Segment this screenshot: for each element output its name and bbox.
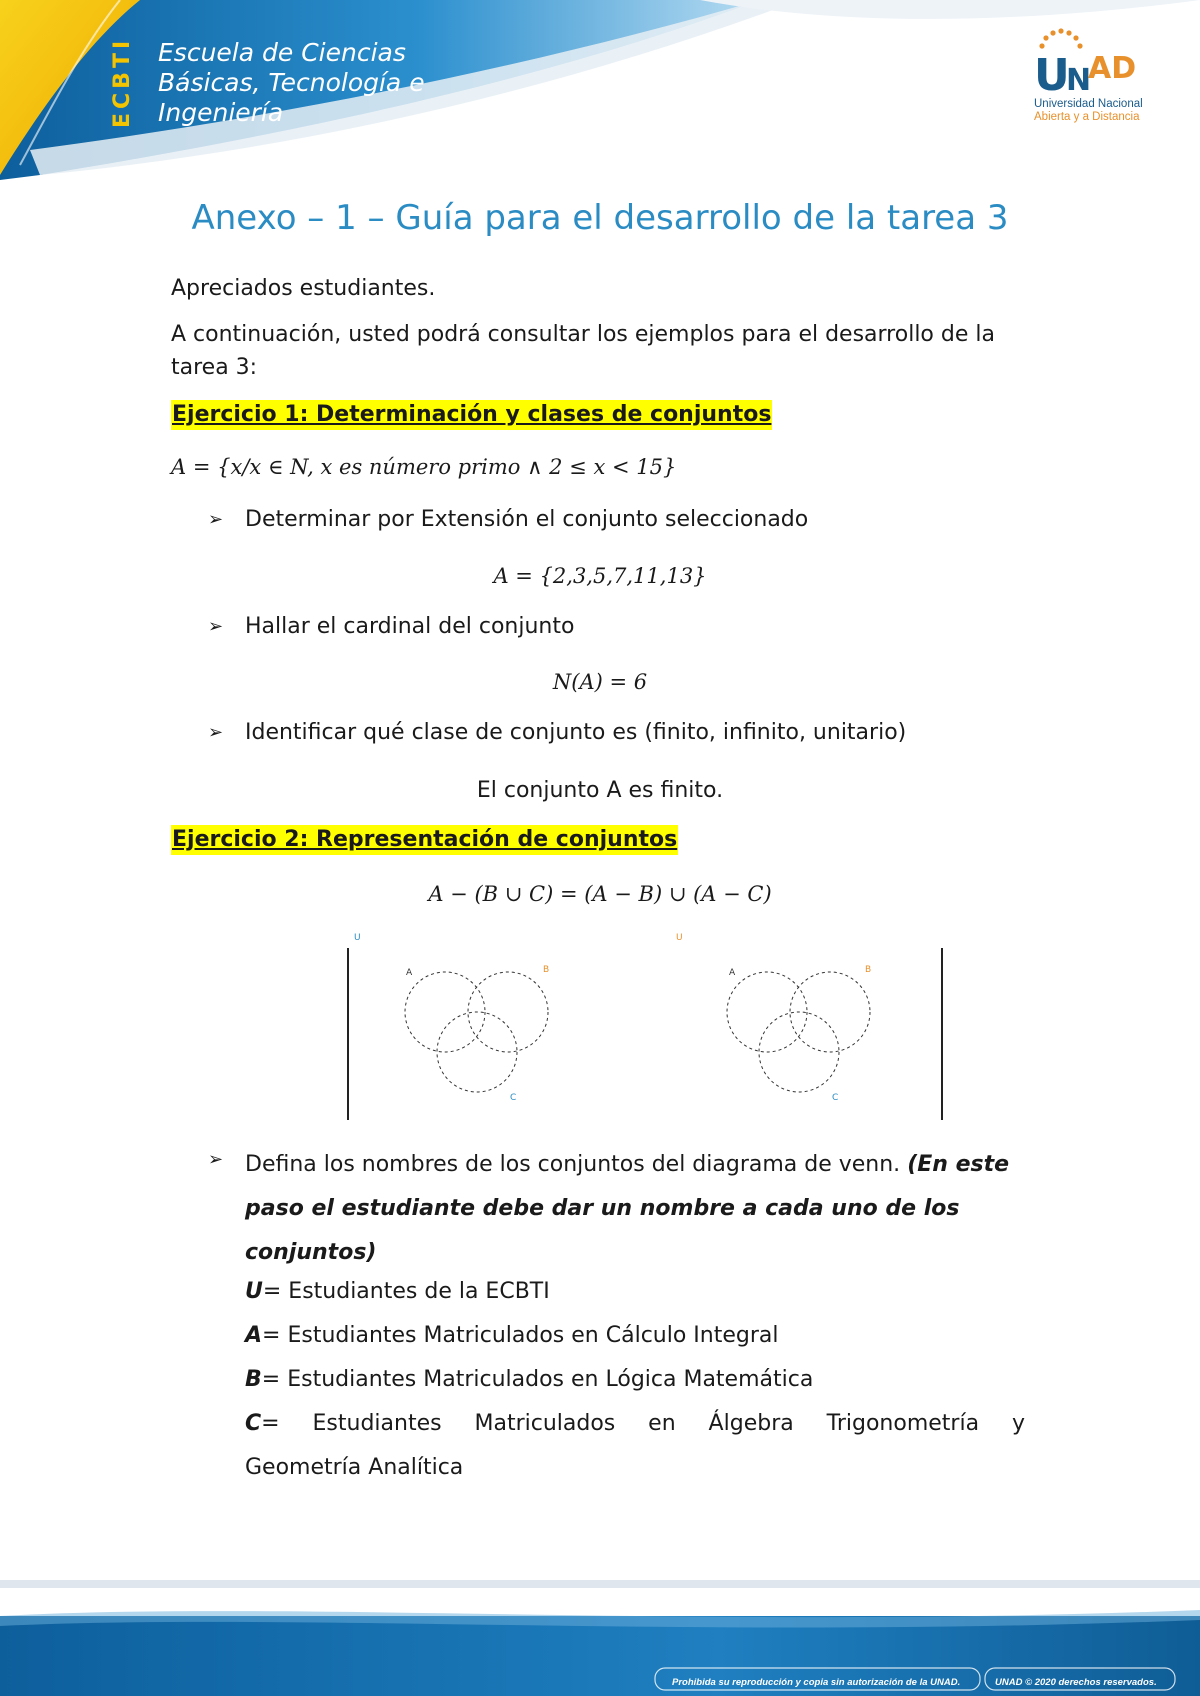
venn-c-label: C — [832, 1093, 839, 1103]
venn-diagrams — [340, 930, 960, 1125]
intro-paragraph: A continuación, usted podrá consultar los ejemplos para el desarrollo de la tarea 3: — [171, 322, 995, 380]
set-equation: A − (B ∪ C) = (A − B) ∪ (A − C) — [428, 882, 772, 906]
set-u-definition: U= Estudiantes de la ECBTI — [245, 1279, 550, 1304]
set-c-definition-continued: Geometría Analítica — [245, 1455, 464, 1480]
footer-rights: UNAD © 2020 derechos reservados. — [995, 1677, 1157, 1688]
arrow-bullet-icon: ➢ — [208, 509, 224, 530]
venn-b-label: B — [865, 965, 872, 975]
venn-c-label: C — [510, 1093, 517, 1103]
set-class-conclusion: El conjunto A es finito. — [476, 778, 724, 803]
greeting: Apreciados estudiantes. — [171, 276, 436, 301]
arrow-bullet-icon: ➢ — [208, 1149, 224, 1170]
set-c-definition: C= Estudiantes Matriculados en Álgebra Trigonometría y — [245, 1411, 1025, 1436]
arrow-bullet-icon: ➢ — [208, 616, 224, 637]
set-cardinal: N(A) = 6 — [552, 670, 648, 694]
school-name: Escuela de Ciencias Básicas, Tecnología e Ingeniería — [158, 38, 425, 127]
page-title: Anexo – 1 – Guía para el desarrollo de la tarea 3 — [191, 198, 1009, 238]
venn-u-label: U — [676, 933, 683, 943]
venn-diagram-right — [727, 972, 870, 1092]
venn-u-label: U — [354, 933, 361, 943]
ecbti-label: ECBTI — [110, 36, 135, 128]
set-b-definition: B= Estudiantes Matriculados en Lógica Matemática — [245, 1367, 814, 1392]
set-a-definition: A= Estudiantes Matriculados en Cálculo Integral — [245, 1323, 779, 1348]
svg-text:N: N — [1066, 63, 1092, 98]
exercise2-heading: Ejercicio 2: Representación de conjuntos — [171, 825, 678, 855]
venn-diagram-left — [405, 972, 548, 1092]
venn-a-label: A — [729, 968, 736, 978]
set-extension: A = {2,3,5,7,11,13} — [493, 564, 707, 588]
set-definition: A = {x/x ∈ N, x es número primo ∧ 2 ≤ x < 15} — [171, 455, 677, 479]
arrow-bullet-icon: ➢ — [208, 722, 224, 743]
svg-text:U: U — [1034, 50, 1070, 101]
logo-subtitle: Universidad Nacional Abierta y a Distancia — [1034, 98, 1143, 123]
footer-copy-notice: Prohibida su reproducción y copia sin autorización de la UNAD. — [672, 1677, 961, 1688]
venn-b-label: B — [543, 965, 550, 975]
define-instruction: Defina los nombres de los conjuntos del diagrama de venn. (En este paso el estudiante debe dar un nombre a cada uno de los conjuntos) — [245, 1152, 1010, 1265]
venn-a-label: A — [406, 968, 413, 978]
exercise1-heading: Ejercicio 1: Determinación y clases de conjuntos — [171, 400, 772, 430]
svg-text:AD: AD — [1088, 51, 1137, 86]
